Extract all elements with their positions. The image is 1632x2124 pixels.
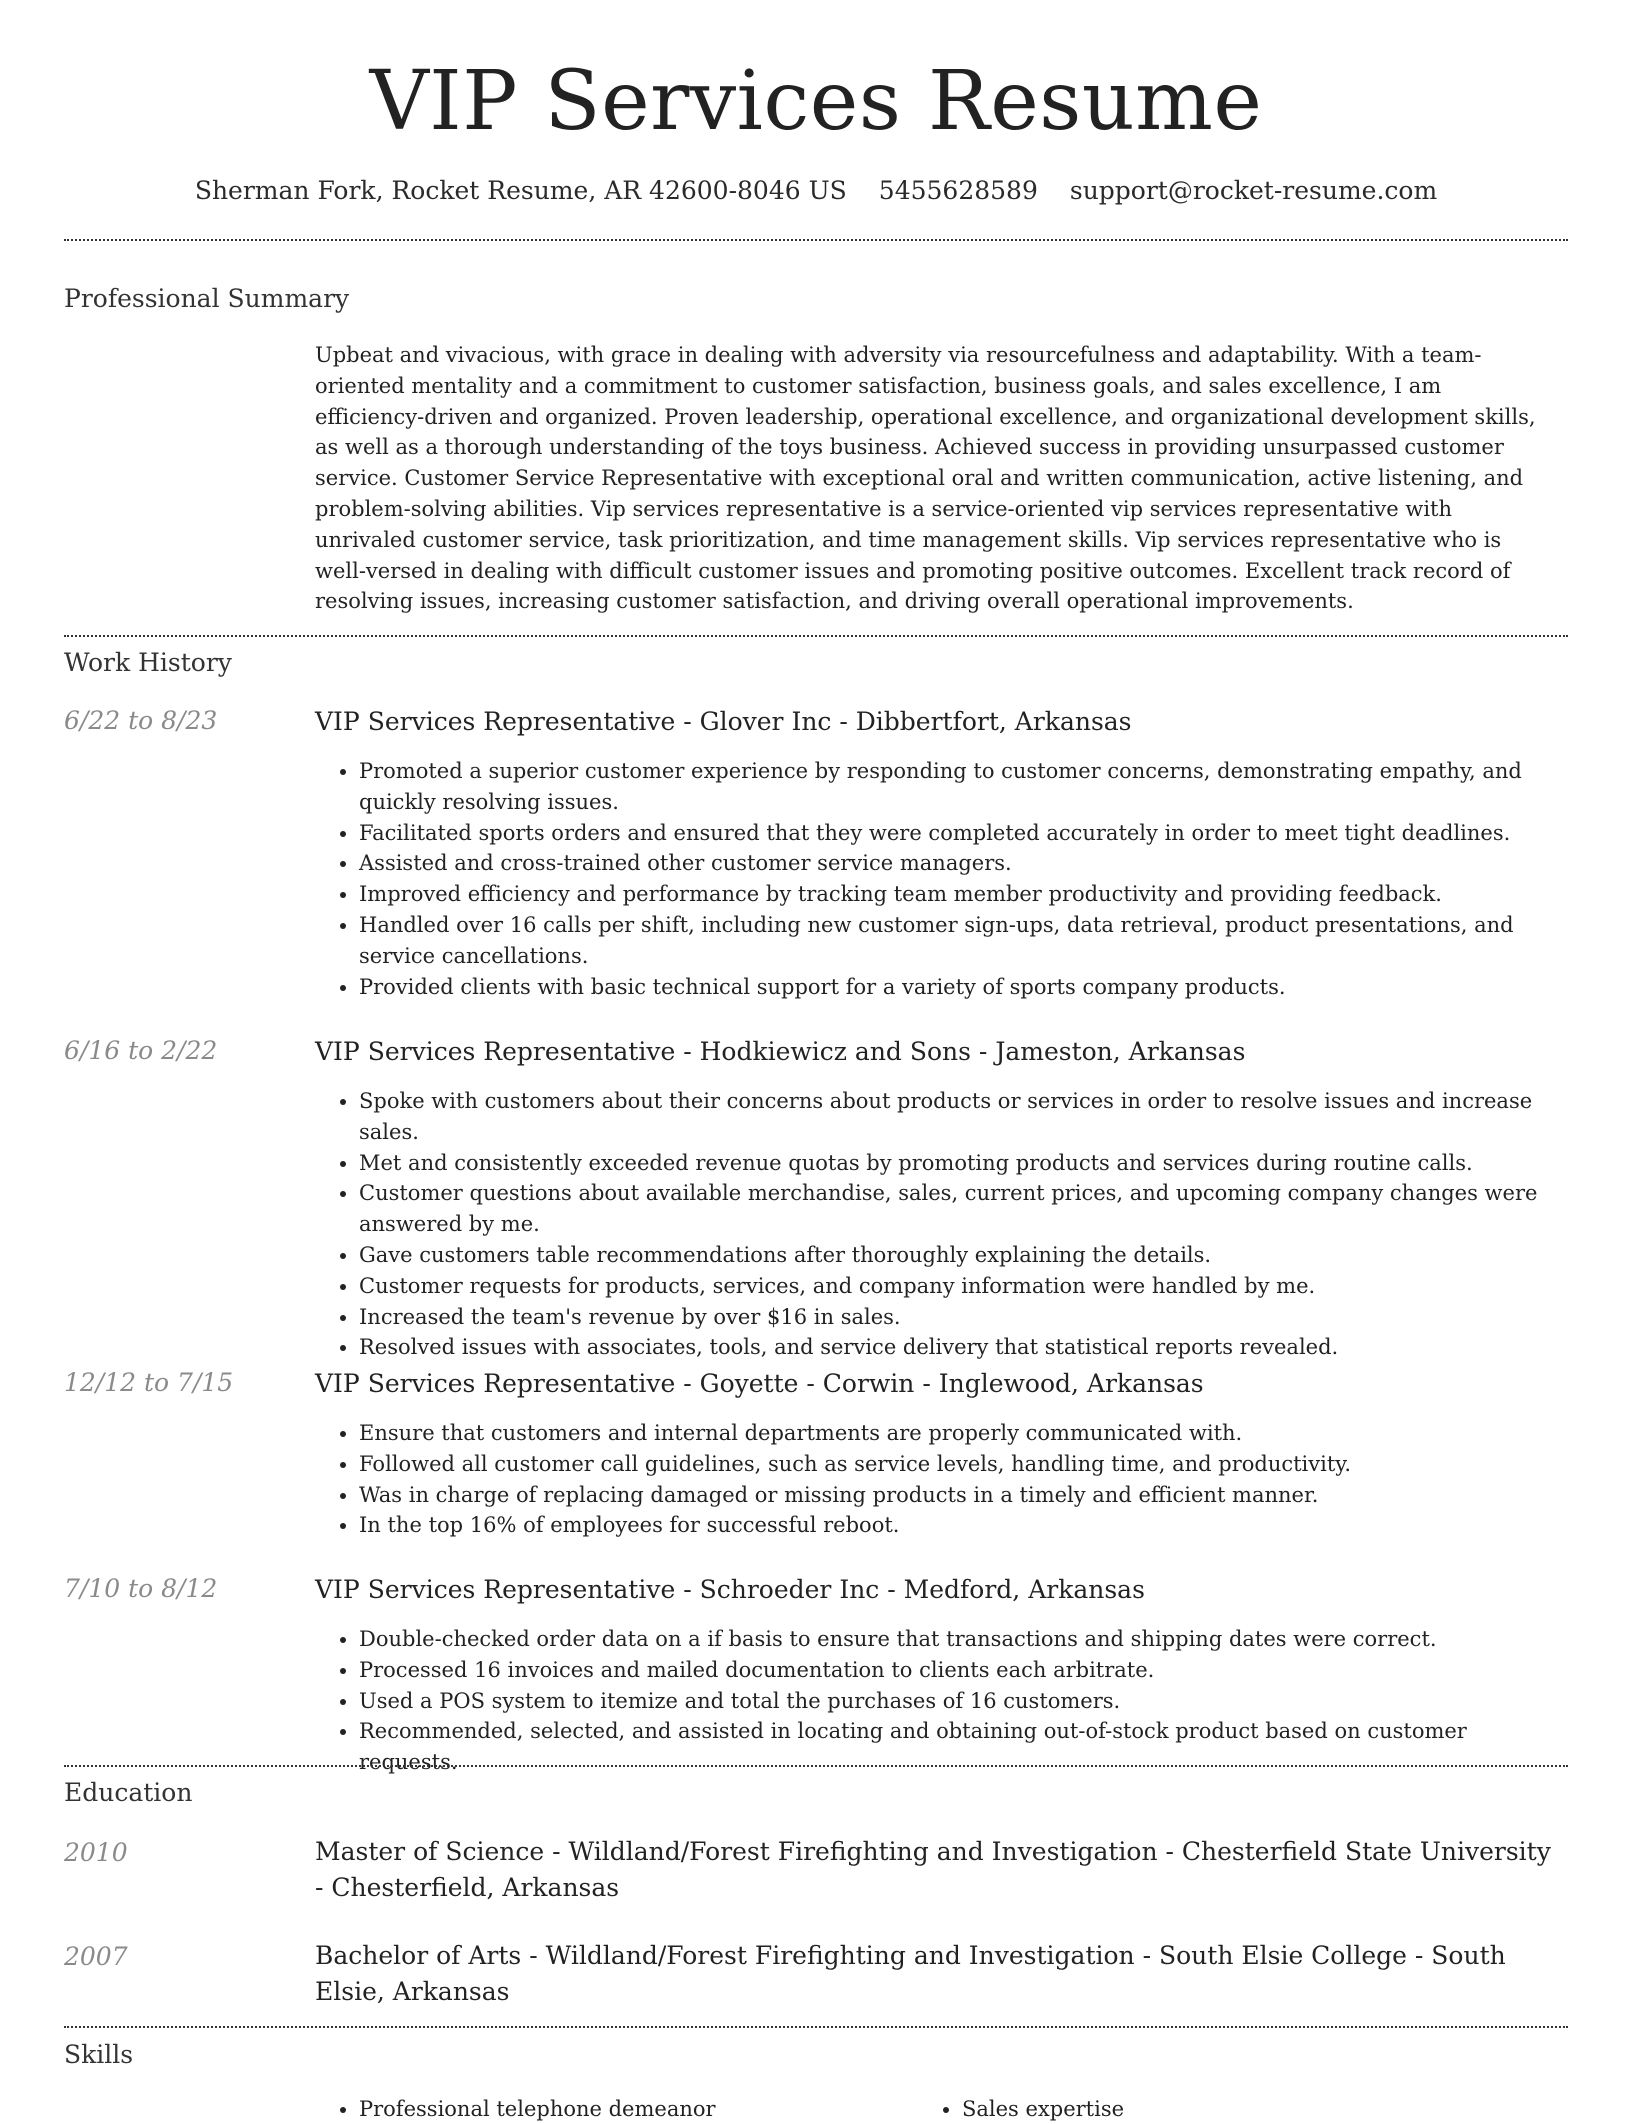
job-dates: 7/10 to 8/12 bbox=[64, 1574, 218, 1603]
list-item: • Facilitated sports orders and ensured that they were completed accurately in order to meet tight deadlines. bbox=[359, 818, 1565, 849]
list-item: • Increased the team's revenue by over $16 in sales. bbox=[359, 1302, 1565, 1333]
education-entry bbox=[315, 1938, 1565, 2010]
education-year: 2010 bbox=[64, 1838, 128, 1867]
list-item: • Followed all customer call guidelines, such as service levels, handling time, and productivity. bbox=[359, 1449, 1565, 1480]
section-title-education: Education bbox=[64, 1778, 193, 1807]
section-divider bbox=[64, 1765, 1568, 1767]
list-item: • Double-checked order data on a if basis to ensure that transactions and shipping dates were correct. bbox=[359, 1624, 1565, 1655]
list-item: • Handled over 16 calls per shift, including new customer sign-ups, data retrieval, product presentations, and service cancellations. bbox=[359, 910, 1565, 972]
education-entry bbox=[315, 1834, 1565, 1906]
section-title-skills: Skills bbox=[64, 2040, 134, 2069]
list-item: • Met and consistently exceeded revenue quotas by promoting products and services during routine calls. bbox=[359, 1148, 1565, 1179]
education-school: - South Elsie College - South Elsie, Arkansas bbox=[315, 1941, 1506, 2006]
summary-text: Upbeat and vivacious, with grace in dealing with adversity via resourcefulness and adaptability. With a team-oriented mentality and a commitment to customer satisfaction, business goals, and sales excellence, I am efficiency-driven and organized. Proven leadership, operational excellence, and organizational development skills, as well as a thorough understanding of the toys business. Achieved success in providing unsurpassed customer service. Customer Service Representative with exceptional oral and written communication, active listening, and problem-solving abilities. Vip services representative is a service-oriented vip services representative with unrivaled customer service, task prioritization, and time management skills. Vip services representative who is well-versed in dealing with difficult customer issues and promoting positive outcomes. Excellent track record of resolving issues, increasing customer satisfaction, and driving overall operational improvements. bbox=[315, 343, 1536, 614]
list-item: • Recommended, selected, and assisted in locating and obtaining out-of-stock product based on customer requests. bbox=[359, 1716, 1565, 1778]
job-dates: 12/12 to 7/15 bbox=[64, 1368, 234, 1397]
section-divider bbox=[64, 635, 1568, 637]
skill-item: • Professional telephone demeanor bbox=[359, 2094, 962, 2124]
list-item: • Used a POS system to itemize and total the purchases of 16 customers. bbox=[359, 1686, 1565, 1717]
job-title: VIP Services Representative - Schroeder Inc - Medford, Arkansas bbox=[315, 1575, 1145, 1604]
list-item: • Was in charge of replacing damaged or missing products in a timely and efficient manner. bbox=[359, 1480, 1565, 1511]
list-item: • Customer questions about available merchandise, sales, current prices, and upcoming company changes were answered by me. bbox=[359, 1178, 1565, 1240]
job-bullets bbox=[315, 1086, 1565, 1363]
job-bullets bbox=[315, 1624, 1565, 1778]
page-title: VIP Services Resume bbox=[369, 54, 1263, 149]
contact-phone[interactable]: 5455628589 bbox=[878, 176, 1038, 205]
contact-email[interactable]: support@rocket-resume.com bbox=[1069, 176, 1438, 205]
job-bullets bbox=[315, 1418, 1565, 1541]
list-item: • Processed 16 invoices and mailed documentation to clients each arbitrate. bbox=[359, 1655, 1565, 1686]
job-title: VIP Services Representative - Goyette - Corwin - Inglewood, Arkansas bbox=[315, 1369, 1204, 1398]
list-item: • Improved efficiency and performance by tracking team member productivity and providing feedback. bbox=[359, 879, 1565, 910]
job-title: VIP Services Representative - Glover Inc - Dibbertfort, Arkansas bbox=[315, 707, 1132, 736]
section-title-summary: Professional Summary bbox=[64, 284, 350, 313]
list-item: • Assisted and cross-trained other customer service managers. bbox=[359, 848, 1565, 879]
job-bullets bbox=[315, 756, 1565, 1002]
section-divider bbox=[64, 2026, 1568, 2028]
education-degree: Master of Science - Wildland/Forest Firefighting and Investigation bbox=[315, 1837, 1158, 1866]
skills-list bbox=[315, 2094, 1565, 2124]
job-dates: 6/16 to 2/22 bbox=[64, 1036, 218, 1065]
list-item: • Spoke with customers about their concerns about products or services in order to resolve issues and increase sales. bbox=[359, 1086, 1565, 1148]
section-title-work: Work History bbox=[64, 648, 232, 677]
list-item: • Promoted a superior customer experience by responding to customer concerns, demonstrating empathy, and quickly resolving issues. bbox=[359, 756, 1565, 818]
education-year: 2007 bbox=[64, 1942, 128, 1971]
list-item: • Customer requests for products, services, and company information were handled by me. bbox=[359, 1271, 1565, 1302]
list-item: • Ensure that customers and internal departments are properly communicated with. bbox=[359, 1418, 1565, 1449]
list-item: • Resolved issues with associates, tools, and service delivery that statistical reports revealed. bbox=[359, 1332, 1565, 1363]
education-degree: Bachelor of Arts - Wildland/Forest Firefighting and Investigation bbox=[315, 1941, 1135, 1970]
list-item: • Gave customers table recommendations after thoroughly explaining the details. bbox=[359, 1240, 1565, 1271]
list-item: • Provided clients with basic technical support for a variety of sports company products. bbox=[359, 972, 1565, 1003]
resume-header bbox=[0, 0, 1632, 205]
contact-address: Sherman Fork, Rocket Resume, AR 42600-8046 US bbox=[194, 176, 847, 205]
contact-line bbox=[0, 176, 1632, 205]
skill-item: • Sales expertise bbox=[962, 2094, 1565, 2124]
education-school: - Chesterfield State University - Chesterfield, Arkansas bbox=[315, 1837, 1551, 1902]
job-title: VIP Services Representative - Hodkiewicz and Sons - Jameston, Arkansas bbox=[315, 1037, 1246, 1066]
job-dates: 6/22 to 8/23 bbox=[64, 706, 218, 735]
list-item: • In the top 16% of employees for successful reboot. bbox=[359, 1510, 1565, 1541]
section-divider bbox=[64, 239, 1568, 241]
